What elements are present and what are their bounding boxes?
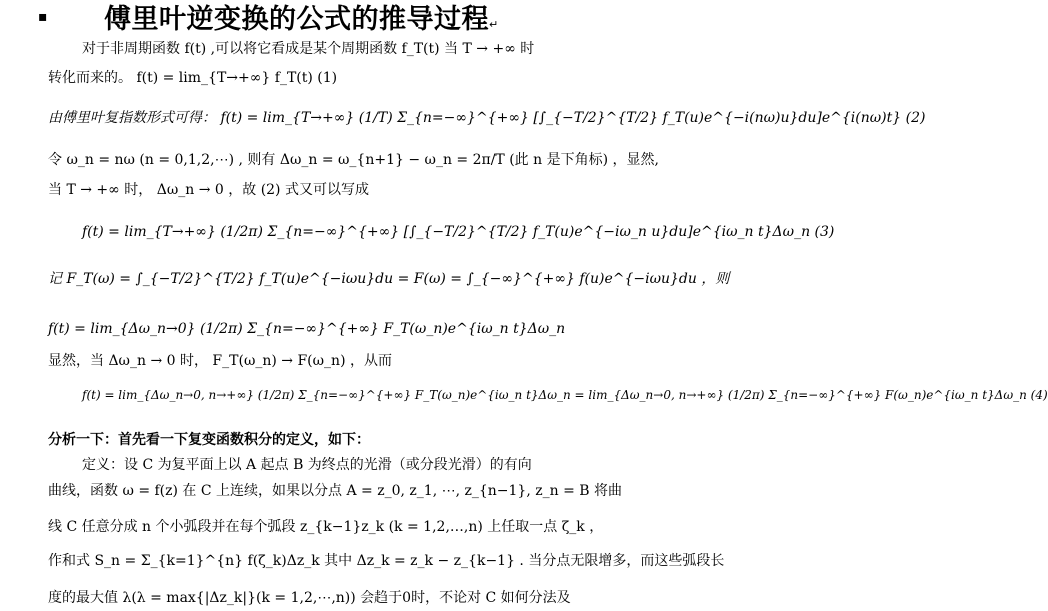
- analysis-heading: 分析一下：首先看一下复变函数积分的定义，如下：: [48, 432, 370, 448]
- text-line: 对于非周期函数 f(t) ,可以将它看成是某个周期函数 f_T(t) 当 T → +∞ 时: [82, 41, 535, 57]
- equation-4: f(t) = lim_{Δω_n→0, n→+∞} (1/2π) Σ_{n=−∞}^{+∞} F_T(ω_n)e^{iω_n t}Δω_n = lim_{Δω_n→0, n→+∞} (1/2π) Σ_{n=−∞}^{+∞} F(ω_n)e^{iω_n t}Δω_n (4): [82, 388, 1048, 402]
- text-line: 转化而来的。 f(t) = lim_{T→+∞} f_T(t) (1): [48, 70, 338, 86]
- page-title: [104, 6, 499, 33]
- text-line: 度的最大值 λ(λ = max{|Δz_k|}(k = 1,2,⋯,n)) 会趋于0时，不论对 C 如何分法及: [48, 590, 571, 606]
- equation-ft-definition: 记 F_T(ω) = ∫_{−T/2}^{T/2} f_T(u)e^{−iωu}du = F(ω) = ∫_{−∞}^{+∞} f(u)e^{−iωu}du ，则: [48, 271, 730, 287]
- paragraph-mark-icon: ↵: [489, 18, 499, 31]
- definition-text: 定义：设 C 为复平面上以 A 起点 B 为终点的光滑（或分段光滑）的有向: [82, 457, 532, 473]
- equation-3: f(t) = lim_{T→+∞} (1/2π) Σ_{n=−∞}^{+∞} [∫_{−T/2}^{T/2} f_T(u)e^{−iω_n u}du]e^{iω_n t}Δω_n (3): [82, 224, 835, 240]
- text-line: 线 C 任意分成 n 个小弧段并在每个弧段 z_{k−1}z_k (k = 1,2,…,n) 上任取一点 ζ_k ，: [48, 519, 604, 535]
- text-line: 曲线，函数 ω = f(z) 在 C 上连续，如果以分点 A = z_0, z_1, ⋯, z_{n−1}, z_n = B 将曲: [48, 483, 623, 499]
- text-line: 令 ω_n = nω (n = 0,1,2,⋯) , 则有 Δω_n = ω_{n+1} − ω_n = 2π/T (此 n 是下角标) ，显然,: [48, 152, 659, 168]
- title-text: 傅里叶逆变换的公式的推导过程: [104, 4, 489, 35]
- text-line: 显然，当 Δω_n → 0 时， F_T(ω_n) → F(ω_n) ，从而: [48, 353, 392, 369]
- list-bullet-icon: ▪: [38, 9, 48, 25]
- equation-2: 由傅里叶复指数形式可得： f(t) = lim_{T→+∞} (1/T) Σ_{n=−∞}^{+∞} [∫_{−T/2}^{T/2} f_T(u)e^{−i(nω)u}du]e^{i(nω)t} (2): [48, 110, 926, 126]
- text-line: 当 T → +∞ 时， Δω_n → 0 ，故 (2) 式又可以写成: [48, 182, 369, 198]
- equation-limit: f(t) = lim_{Δω_n→0} (1/2π) Σ_{n=−∞}^{+∞} F_T(ω_n)e^{iω_n t}Δω_n: [48, 321, 566, 337]
- text-line: 作和式 S_n = Σ_{k=1}^{n} f(ζ_k)Δz_k 其中 Δz_k = z_k − z_{k−1} . 当分点无限增多，而这些弧段长: [48, 553, 725, 569]
